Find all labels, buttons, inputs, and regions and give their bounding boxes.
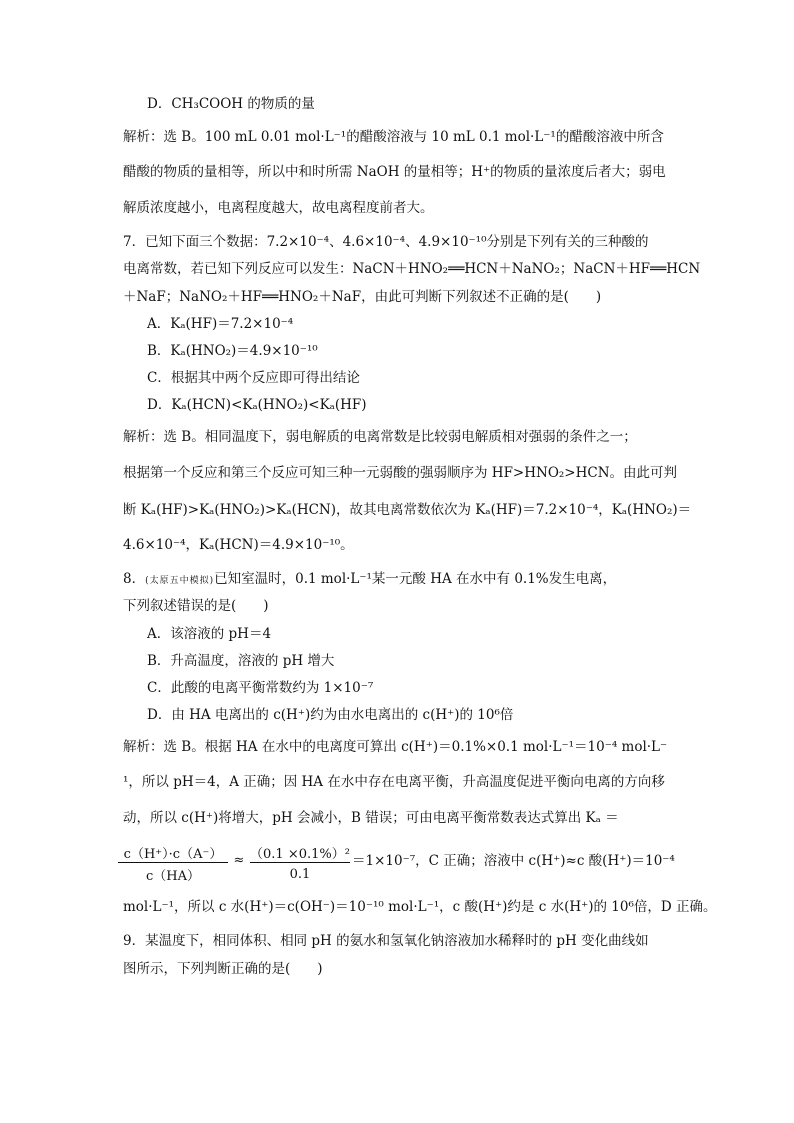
question-7-option-d: D．Kₐ(HCN)<Kₐ(HNO₂)<Kₐ(HF): [147, 397, 367, 413]
question-7-line-1: 7．已知下面三个数据：7.2×10⁻⁴、4.6×10⁻⁴、4.9×10⁻¹⁰分别是下列有关的三种酸的: [123, 234, 649, 250]
explanation-8-line-2: ¹，所以 pH＝4，A 正确；因 HA 在水中存在电离平衡，升高温度促进平衡向电离的方向移: [123, 774, 665, 790]
question-7-option-c: C．根据其中两个反应即可得出结论: [147, 370, 360, 386]
fraction-1-bar: [118, 862, 228, 863]
question-7-line-3: ＋NaF；NaNO₂＋HF══HNO₂＋NaF，由此可判断下列叙述不正确的是( ): [123, 289, 602, 305]
question-8-option-d: D．由 HA 电离出的 c(H⁺)约为由水电离出的 c(H⁺)的 10⁶倍: [147, 707, 514, 723]
option-d-prev: D．CH₃COOH 的物质的量: [147, 96, 315, 112]
fraction-2-bar: [250, 862, 350, 863]
question-7-option-b: B．Kₐ(HNO₂)＝4.9×10⁻¹⁰: [147, 343, 318, 359]
question-8-line-1: [123, 570, 616, 590]
explanation-8-line-5: mol·L⁻¹，所以 c 水(H⁺)＝c(OH⁻)＝10⁻¹⁰ mol·L⁻¹，c 酸(H⁺)约是 c 水(H⁺)的 10⁶倍，D 正确。: [123, 899, 717, 915]
fraction-2-numerator: （0.1 ×0.1%）²: [250, 847, 350, 862]
explanation-7-line-4: 4.6×10⁻⁴，Kₐ(HCN)＝4.9×10⁻¹⁰。: [123, 537, 354, 553]
question-8-number: 8．: [123, 571, 146, 587]
question-8-option-b: B．升高温度，溶液的 pH 增大: [147, 653, 335, 669]
explanation-6-line-1: 解析：选 B。100 mL 0.01 mol·L⁻¹的醋酸溶液与 10 mL 0.1 mol·L⁻¹的醋酸溶液中所含: [123, 129, 664, 145]
question-7-line-2: 电离常数，若已知下列反应可以发生：NaCN＋HNO₂══HCN＋NaNO₂；NaCN＋HF══HCN: [123, 261, 701, 277]
explanation-8-line-4: ＝1×10⁻⁷，C 正确；溶液中 c(H⁺)≈c 酸(H⁺)＝10⁻⁴: [352, 853, 675, 869]
explanation-7-line-1: 解析：选 B。相同温度下，弱电解质的电离常数是比较弱电解质相对强弱的条件之一；: [123, 429, 637, 445]
question-8-text: 已知室温时，0.1 mol·L⁻¹某一元酸 HA 在水中有 0.1%发生电离，: [214, 571, 617, 587]
question-8-line-2: 下列叙述错误的是( ): [123, 598, 269, 614]
question-8-option-a: A．该溶液的 pH＝4: [147, 626, 272, 642]
explanation-8-line-1: 解析：选 B。根据 HA 在水中的电离度可算出 c(H⁺)＝0.1%×0.1 mol·L⁻¹＝10⁻⁴ mol·L⁻: [123, 739, 668, 755]
question-7-option-a: A．Kₐ(HF)＝7.2×10⁻⁴: [147, 316, 294, 332]
fraction-1-numerator: c（H⁺）·c（A⁻）: [123, 847, 223, 862]
explanation-6-line-2: 醋酸的物质的量相等，所以中和时所需 NaOH 的量相等；H⁺的物质的量浓度后者大；弱电: [123, 164, 666, 180]
question-8-option-c: C．此酸的电离平衡常数约为 1×10⁻⁷: [147, 680, 374, 696]
question-8-source: (太原五中模拟): [145, 576, 215, 586]
explanation-6-line-3: 解质浓度越小，电离程度越大，故电离程度前者大。: [123, 200, 434, 216]
fraction-2-denominator: 0.1: [289, 867, 311, 882]
question-9-line-2: 图所示，下列判断正确的是( ): [123, 961, 323, 977]
explanation-7-line-3: 断 Kₐ(HF)>Kₐ(HNO₂)>Kₐ(HCN)，故其电离常数依次为 Kₐ(HF)＝7.2×10⁻⁴，Kₐ(HNO₂)＝: [123, 502, 692, 518]
explanation-8-line-3: 动，所以 c(H⁺)将增大，pH 会减小，B 错误；可由电离平衡常数表达式算出 Kₐ ＝: [123, 810, 619, 826]
approx-sign: ≈: [233, 853, 245, 868]
question-9-line-1: 9．某温度下，相同体积、相同 pH 的氨水和氢氧化钠溶液加水稀释时的 pH 变化曲线如: [123, 933, 649, 949]
fraction-1-denominator: c（HA）: [145, 869, 200, 884]
explanation-7-line-2: 根据第一个反应和第三个反应可知三种一元弱酸的强弱顺序为 HF>HNO₂>HCN。由此可判: [123, 465, 678, 481]
